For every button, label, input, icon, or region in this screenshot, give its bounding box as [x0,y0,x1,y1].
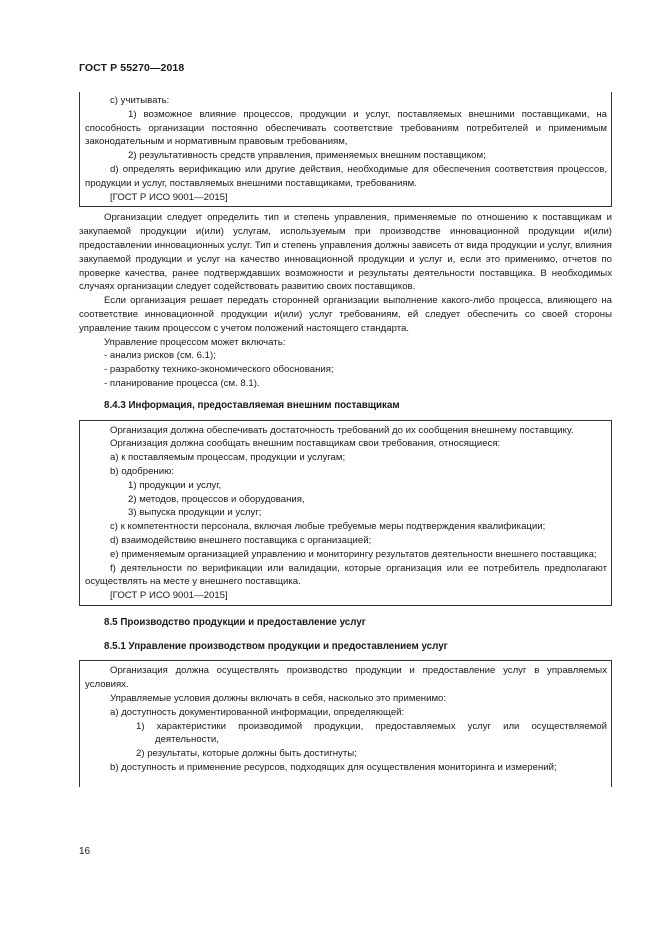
quote-line: f) деятельности по верификации или валидации, которые организация или ее потребитель предполагают осуществлять на месте у внешнего поставщика. [85,562,607,588]
quote-box-9001-continuation [79,92,612,207]
quote-line: a) к поставляемым процессам, продукции и услугам; [110,452,346,464]
quote-line: Организация должна обеспечивать достаточность требований до их сообщения внешнему поставщику. [110,424,574,436]
quote-line: b) доступность и применение ресурсов, подходящих для осуществления мониторинга и измерений; [110,762,557,774]
page-content [79,92,612,787]
body-paragraph: Управление процессом может включать: [104,336,286,348]
quote-line: b) одобрению: [110,465,174,477]
quote-reference: [ГОСТ Р ИСО 9001—2015] [110,191,228,203]
document-header: ГОСТ Р 55270—2018 [79,62,185,74]
quote-box-9001-8-4-3 [79,420,612,606]
quote-line: e) применяемым организацией управлению и мониторингу результатов деятельности внешнего поставщика; [110,548,597,560]
body-paragraph: Организации следует определить тип и степень управления, применяемые по отношению к поставщикам и закупаемой продукции и(или) услугам, используемым при производстве инновационной продукции и(или) предоставлении инновационных услуг. Тип и степень управления должны зависеть от вида продукции и услуг, влияния закупаемой продукции и услуг на качество инновационной продукции и услуг и, если это применимо, отчетов по проверке качества, ранее подтверждавших возможности и результаты деятельности поставщика. В необходимых случаях организации следует содействовать развитию своих поставщиков. [79,212,612,293]
quote-line: Управляемые условия должны включать в себя, насколько это применимо: [110,693,447,705]
quote-box-9001-8-5-1 [79,660,612,786]
body-paragraph: Если организация решает передать сторонней организации выполнение какого-либо процесса, влияющего на соответствие инновационной продукции и(или) услуг требованиям, ей следует обеспечить со своей стороны управление таким процессом с учетом положений настоящего стандарта. [79,295,612,334]
list-item: - планирование процесса (см. 8.1). [104,377,260,389]
list-item: - анализ рисков (см. 6.1); [104,350,216,362]
quote-line: 2) методов, процессов и оборудования, [128,493,305,505]
list-item: - разработку технико-экономического обоснования; [104,364,334,376]
quote-line: с) учитывать: [110,95,170,106]
quote-line: 3) выпуска продукции и услуг; [128,507,262,519]
quote-line: Организация должна осуществлять производство продукции и предоставление услуг в управляемых условиях. [85,665,607,691]
quote-line: 1) характеристики производимой продукции, предоставляемых услуг или осуществляемой деятельности, [136,720,607,746]
quote-line: 2) результаты, которые должны быть достигнуты; [136,748,357,760]
quote-reference: [ГОСТ Р ИСО 9001—2015] [110,590,228,602]
page-number: 16 [79,846,91,857]
quote-line: 1) продукции и услуг, [128,479,222,491]
quote-line: d) определять верификацию или другие действия, необходимые для обеспечения соответствия процессов, продукции и услуг, поставляемых внешними поставщиками, требованиям. [85,163,607,189]
section-heading-8-5-1: 8.5.1 Управление производством продукции и предоставлением услуг [104,640,448,652]
quote-line: Организация должна сообщать внешним поставщикам свои требования, относящиеся: [110,438,501,450]
quote-line: 2) результативность средств управления, применяемых внешним поставщиком; [128,150,486,162]
body-text [79,207,612,390]
section-heading-8-4-3: 8.4.3 Информация, предоставляемая внешним поставщикам [104,399,400,411]
quote-line: c) к компетентности персонала, включая любые требуемые меры подтверждения квалификации; [110,521,546,533]
quote-line: a) доступность документированной информации, определяющей: [110,706,405,718]
quote-line: d) взаимодействию внешнего поставщика с организацией; [110,534,372,546]
quote-line: 1) возможное влияние процессов, продукции и услуг, поставляемых внешними поставщиками, на способность организации постоянно обеспечивать соответствие требованиям потребителей и применимым законодательным и нормативным правовым требованиям, [85,108,607,148]
section-heading-8-5: 8.5 Производство продукции и предоставление услуг [104,616,366,628]
